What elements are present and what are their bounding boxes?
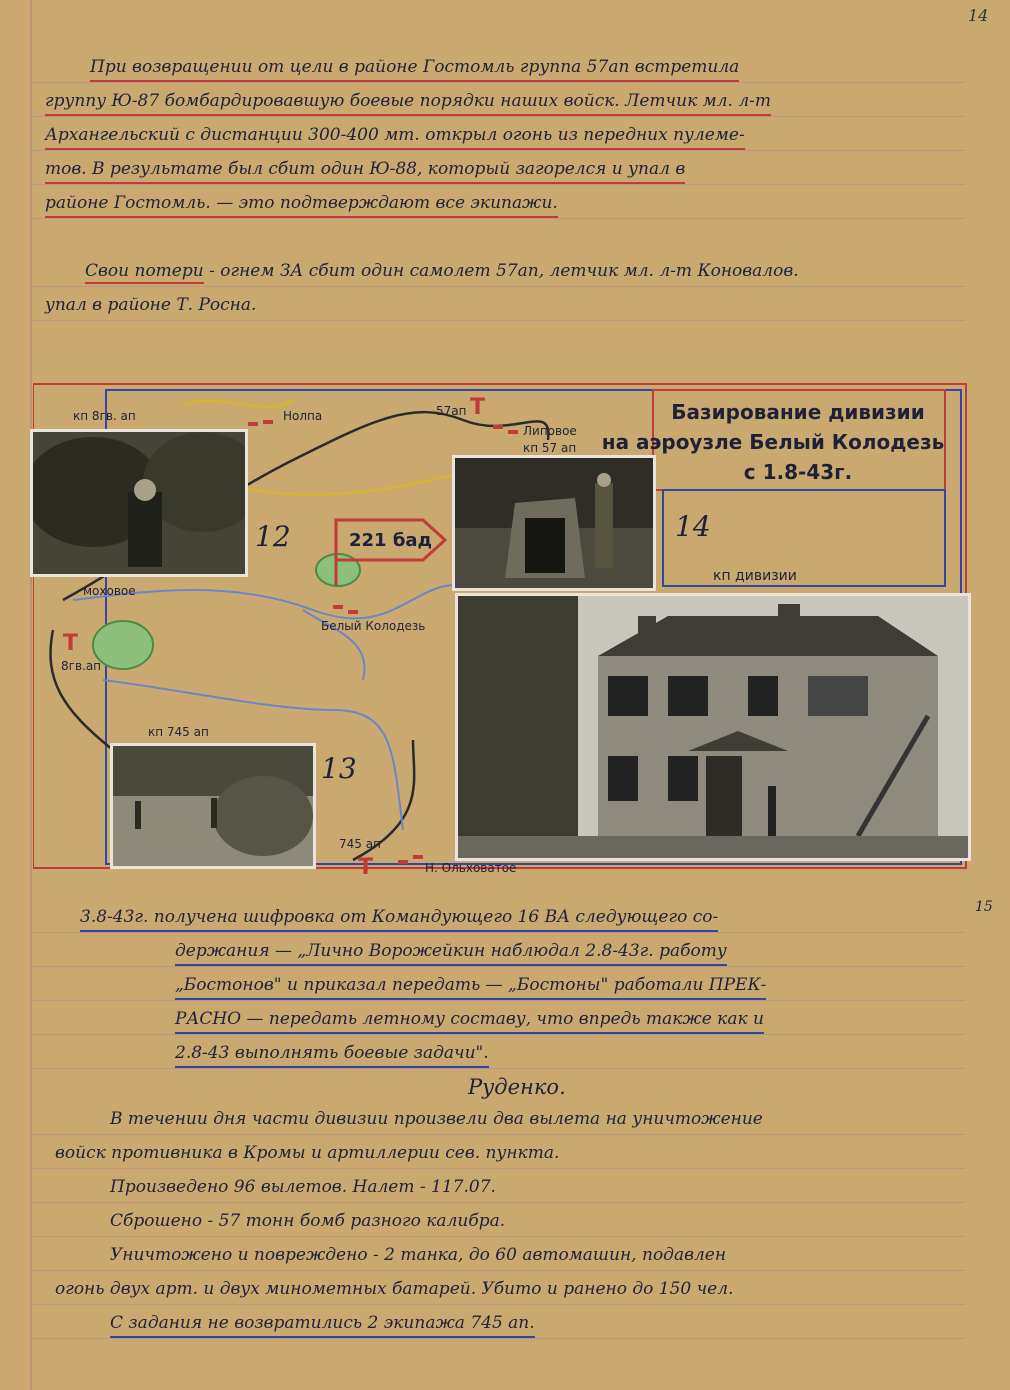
map-number-12: 12 bbox=[255, 520, 291, 553]
ruled-line bbox=[30, 116, 965, 117]
signature: Руденко. bbox=[468, 1075, 566, 1099]
ruled-line bbox=[30, 966, 965, 967]
map-title-line-2: на аэроузле Белый Колодезь bbox=[601, 430, 945, 454]
top-text-line-5: районе Гостомль. — это подтверждают все экипажи. bbox=[45, 191, 558, 218]
ruled-line bbox=[30, 1168, 965, 1169]
photo-kp-57 bbox=[455, 458, 653, 588]
page-number: 14 bbox=[968, 6, 989, 25]
place-lipovoe: Липовое bbox=[523, 424, 577, 438]
top-text-line-2: группу Ю-87 бомбардировавшую боевые порядки наших войск. Летчик мл. л-т bbox=[45, 89, 771, 116]
map-number-14: 14 bbox=[675, 510, 711, 543]
unit-57: 57ап bbox=[436, 404, 467, 418]
photo-kp-745 bbox=[113, 746, 313, 866]
forest-icon bbox=[93, 621, 153, 669]
bottom-text-line-1: 3.8-43г. получена шифровка от Командующего 16 ВА следующего со- bbox=[80, 905, 718, 932]
tail-text-line-3: Произведено 96 вылетов. Налет - 117.07. bbox=[110, 1177, 496, 1197]
tail-text-line-2: войск противника в Кромы и артиллерии сев. пункта. bbox=[55, 1143, 560, 1163]
unit-745: 745 ап bbox=[339, 837, 381, 851]
ruled-line bbox=[30, 1270, 965, 1271]
ruled-line bbox=[30, 1068, 965, 1069]
ruled-line bbox=[30, 286, 965, 287]
top-text-line-1: При возвращении от цели в районе Гостомль группа 57ап встретила bbox=[90, 55, 739, 82]
ruled-line bbox=[30, 1000, 965, 1001]
top-text-line-3: Архангельский с дистанции 300-400 мт. открыл огонь из передних пулеме- bbox=[45, 123, 745, 150]
losses-text-2: упал в районе Т. Росна. bbox=[45, 295, 257, 315]
ruled-line bbox=[30, 1134, 965, 1135]
kp-division-label: кп дивизии bbox=[713, 568, 797, 584]
ruled-line bbox=[30, 184, 965, 185]
ruled-line bbox=[30, 1304, 965, 1305]
bottom-text-line-3: „Бостонов" и приказал передать — „Бостоны" работали ПРЕК- bbox=[175, 973, 766, 1000]
ruled-line bbox=[30, 932, 965, 933]
tail-text-line-7: С задания не возвратились 2 экипажа 745 ап. bbox=[110, 1311, 535, 1338]
losses-line-1 bbox=[85, 259, 799, 283]
photo-kp-8 bbox=[33, 432, 245, 574]
tail-text-line-4: Сброшено - 57 тонн бомб разного калибра. bbox=[110, 1211, 506, 1231]
ruled-line bbox=[30, 82, 965, 83]
airfield-marker-8: Т bbox=[63, 631, 79, 656]
bottom-text-line-4: РАСНО — передать летному составу, что впредь также как и bbox=[175, 1007, 764, 1034]
division-flag-label: 221 бад bbox=[349, 530, 433, 551]
unit-8: 8гв.ап bbox=[61, 659, 102, 673]
yellow-road-north bbox=[183, 400, 293, 407]
unit-kp745: кп 745 ап bbox=[148, 725, 209, 739]
ruled-line bbox=[30, 1202, 965, 1203]
top-text-line-4: тов. В результате был сбит один Ю-88, который загорелся и упал в bbox=[45, 157, 685, 184]
map-title-line-3: с 1.8-43г. bbox=[743, 460, 853, 484]
ruled-line bbox=[30, 1034, 965, 1035]
airfield-marker-745: Т bbox=[358, 855, 374, 875]
unit-kp57: кп 57 ап bbox=[523, 441, 577, 455]
place-nolpa: Нолпа bbox=[283, 409, 323, 423]
airfield-marker-57: Т bbox=[470, 395, 486, 420]
ruled-line bbox=[30, 218, 965, 219]
losses-text-1: - огнем ЗА сбит один самолет 57ап, летчик мл. л-т Коновалов. bbox=[203, 261, 799, 281]
tail-text-line-6: огонь двух арт. и двух минометных батарей. Убито и ранено до 150 чел. bbox=[55, 1279, 734, 1299]
ruled-line bbox=[30, 1236, 965, 1237]
bottom-text-line-5: 2.8-43 выполнять боевые задачи". bbox=[175, 1041, 489, 1068]
margin-number: 15 bbox=[975, 899, 993, 915]
bottom-text-line-2: держания — „Лично Ворожейкин наблюдал 2.8-43г. работу bbox=[175, 939, 727, 966]
place-olkhovatoe: Н. Ольховатое bbox=[425, 861, 517, 875]
tail-text-line-5: Уничтожено и повреждено - 2 танка, до 60 автомашин, подавлен bbox=[110, 1245, 727, 1265]
margin-line bbox=[30, 0, 32, 1390]
place-belyi: Белый Колодезь bbox=[321, 619, 426, 633]
map-title-line-1: Базирование дивизии bbox=[671, 400, 925, 424]
ruled-line bbox=[30, 1338, 965, 1339]
unit-kp8: кп 8гв. ап bbox=[73, 409, 136, 423]
basing-map bbox=[33, 380, 968, 875]
place-mokhovoe: моховое bbox=[83, 584, 136, 598]
ruled-line bbox=[30, 150, 965, 151]
photo-headquarters-building bbox=[458, 596, 968, 858]
ruled-line bbox=[30, 320, 965, 321]
losses-label: Свои потери bbox=[85, 261, 204, 284]
map-number-13: 13 bbox=[321, 752, 357, 785]
tail-text-line-1: В течении дня части дивизии произвели два вылета на уничтожение bbox=[110, 1109, 763, 1129]
